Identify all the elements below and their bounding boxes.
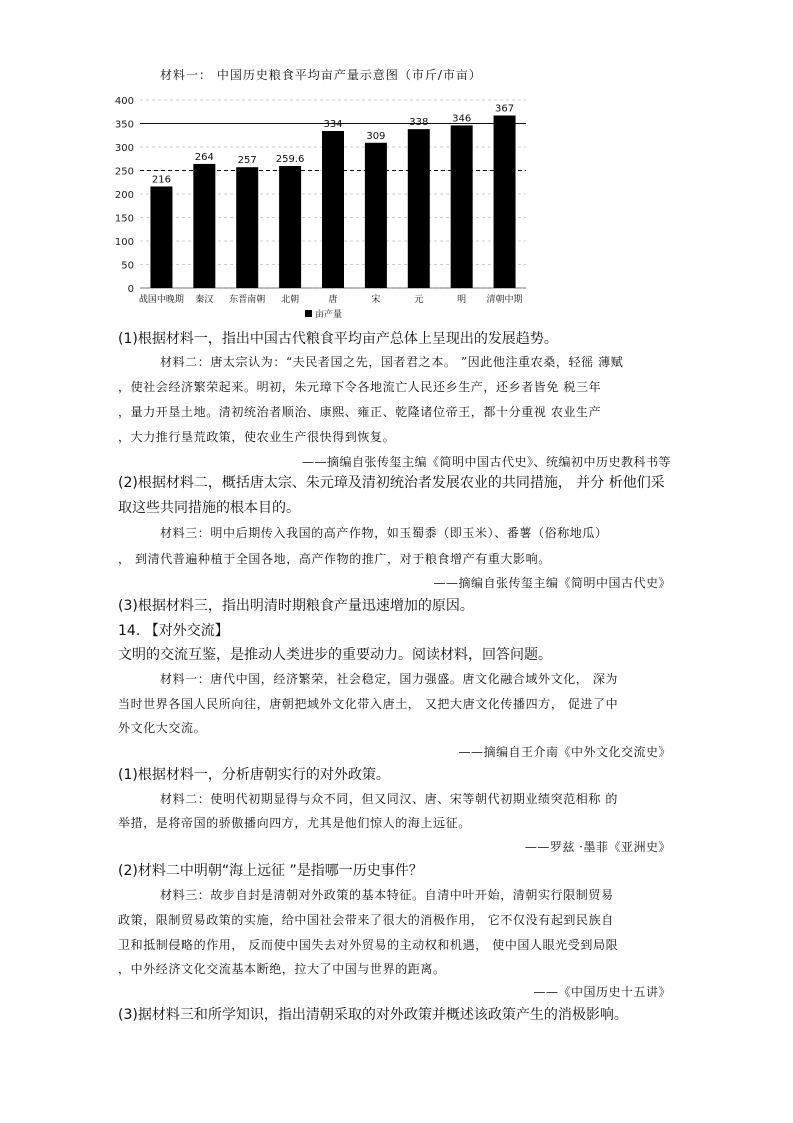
q13-question-2-line: 取这些共同措施的根本目的。 bbox=[118, 500, 300, 516]
y-tick-label: 100 bbox=[114, 237, 134, 248]
q14-material-3-line: ，中外经济文化交流基本断绝，拉大了中国与世界的距离。 bbox=[118, 962, 446, 976]
q13-material-2-source: ——摘编自张传玺主编《简明中国古代史》、统编初中历史教科书等 bbox=[301, 455, 671, 469]
chart-title: 材料一： 中国历史粮食平均亩产量示意图（市斤/市亩） bbox=[160, 68, 482, 82]
data-label: 257 bbox=[237, 155, 257, 167]
legend-swatch bbox=[305, 310, 312, 317]
q13-material-3-line: 材料三：明中后期传入我国的高产作物，如玉蜀黍（即玉米）、番薯（俗称地瓜） bbox=[160, 526, 608, 540]
q13-material-2-line: ，大力推行垦荒政策，使农业生产很快得到恢复。 bbox=[118, 430, 396, 444]
x-tick-label: 北朝 bbox=[281, 295, 300, 305]
x-tick-label: 秦汉 bbox=[195, 295, 214, 305]
q13-material-2-line: 材料二：唐太宗认为：“夫民者国之先，国者君之本。 ”因此他注重农桑，轻徭 薄赋 bbox=[160, 355, 624, 369]
x-tick-label: 明 bbox=[457, 295, 467, 305]
q14-material-3-source: ——《中国历史十五讲》 bbox=[533, 985, 671, 999]
bar bbox=[150, 186, 172, 288]
q14-material-2-source: ——罗兹 ·墨菲《亚洲史》 bbox=[524, 840, 671, 854]
q14-material-2-line: 材料二：使明代初期显得与众不同，但又同汉、唐、宋等朝代初期业绩突范相称 的 bbox=[160, 792, 619, 806]
bar bbox=[494, 116, 516, 288]
y-tick-label: 350 bbox=[114, 119, 134, 131]
bar bbox=[322, 131, 344, 288]
data-label: 346 bbox=[452, 113, 472, 125]
q14-material-1-line: 当时世界各国人民所向往，唐朝把域外文化带入唐土， 又把大唐文化传播四方， 促进了中 bbox=[118, 697, 619, 711]
data-label: 334 bbox=[323, 119, 343, 131]
y-tick-label: 150 bbox=[114, 213, 134, 225]
bar bbox=[365, 143, 387, 288]
q13-material-2-line: ，使社会经济繁荣起来。明初，朱元璋下令各地流亡人民还乡生产，还乡者皆免 税三年 bbox=[118, 380, 602, 394]
q14-question-3: (3)据材料三和所学知识，指出清朝采取的对外政策并概述该政策产生的消极影响。 bbox=[118, 1007, 628, 1023]
q13-material-2-line: ，量力开垦土地。清初统治者顺治、康熙、雍正、乾隆诸位帝王，都十分重视 农业生产 bbox=[118, 405, 602, 419]
q14-intro: 文明的交流互鉴，是推动人类进步的重要动力。阅读材料，回答问题。 bbox=[118, 647, 552, 663]
q14-material-3-line: 材料三：故步自封是清朝对外政策的基本特征。自清中叶开始，清朝实行限制贸易 bbox=[160, 888, 614, 902]
q14-question-1: (1)根据材料一，分析唐朝实行的对外政策。 bbox=[118, 767, 390, 783]
data-label: 338 bbox=[409, 117, 429, 129]
q14-material-3-line: 政策，限制贸易政策的实施，给中国社会带来了很大的消极作用， 它不仅没有起到民族自 bbox=[118, 913, 614, 927]
q14-question-2: (2)材料二中明朝“海上远征 ”是指哪一历史事件？ bbox=[118, 863, 423, 879]
x-tick-label: 元 bbox=[414, 295, 424, 305]
q14-material-1-line: 外文化大交流。 bbox=[118, 721, 207, 735]
y-tick-label: 300 bbox=[114, 143, 134, 154]
q14-material-3-line: 卫和抵制侵略的作用， 反而使中国失去对外贸易的主动权和机遇， 使中国人眼光受到局限 bbox=[118, 938, 619, 952]
bar bbox=[236, 167, 258, 288]
x-tick-label: 战国中晚期 bbox=[138, 295, 184, 305]
q14-material-1-line: 材料一：唐代中国，经济繁荣，社会稳定，国力强盛。唐文化融合域外文化， 深为 bbox=[160, 672, 619, 686]
x-tick-label: 清朝中期 bbox=[486, 295, 523, 305]
q14-material-1-source: ——摘编自王介南《中外文化交流史》 bbox=[458, 745, 671, 759]
y-tick-label: 0 bbox=[127, 284, 134, 295]
data-label: 264 bbox=[194, 151, 214, 163]
q13-material-3-source: ——摘编自张传玺主编《简明中国古代史》 bbox=[433, 576, 671, 590]
bar bbox=[451, 125, 473, 288]
q14-heading: 14. 【对外交流】 bbox=[118, 623, 229, 639]
data-label: 367 bbox=[495, 103, 515, 115]
x-tick-label: 东晋南朝 bbox=[229, 295, 266, 305]
y-tick-label: 400 bbox=[114, 96, 134, 107]
bar bbox=[279, 166, 301, 288]
y-tick-label: 250 bbox=[114, 166, 134, 178]
data-label: 259.6 bbox=[275, 153, 305, 165]
bar-chart bbox=[110, 90, 550, 322]
q13-question-3: (3)根据材料三，指出明清时期粮食产量迅速增加的原因。 bbox=[118, 598, 474, 614]
y-tick-label: 50 bbox=[121, 260, 134, 272]
data-label: 309 bbox=[366, 130, 386, 142]
x-tick-label: 宋 bbox=[371, 295, 381, 305]
data-label: 216 bbox=[151, 174, 171, 186]
bar bbox=[408, 129, 430, 288]
legend-label: 亩产量 bbox=[315, 310, 343, 320]
q13-question-2-line: (2)根据材料二，概括唐太宗、朱元璋及清初统治者发展农业的共同措施， 并分 析他们采 bbox=[118, 475, 665, 491]
q13-question-1: (1)根据材料一，指出中国古代粮食平均亩产总体上呈现出的发展趋势。 bbox=[118, 331, 558, 347]
q13-material-3-line: ， 到清代普遍种植于全国各地，高产作物的推广，对于粮食增产有重大影响。 bbox=[118, 552, 551, 566]
q14-material-2-line: 举措，是将帝国的骄傲播向四方，尤其是他们惊人的海上远征。 bbox=[118, 816, 471, 830]
y-tick-label: 200 bbox=[114, 190, 134, 201]
bar bbox=[193, 164, 215, 288]
x-tick-label: 唐 bbox=[328, 295, 338, 305]
